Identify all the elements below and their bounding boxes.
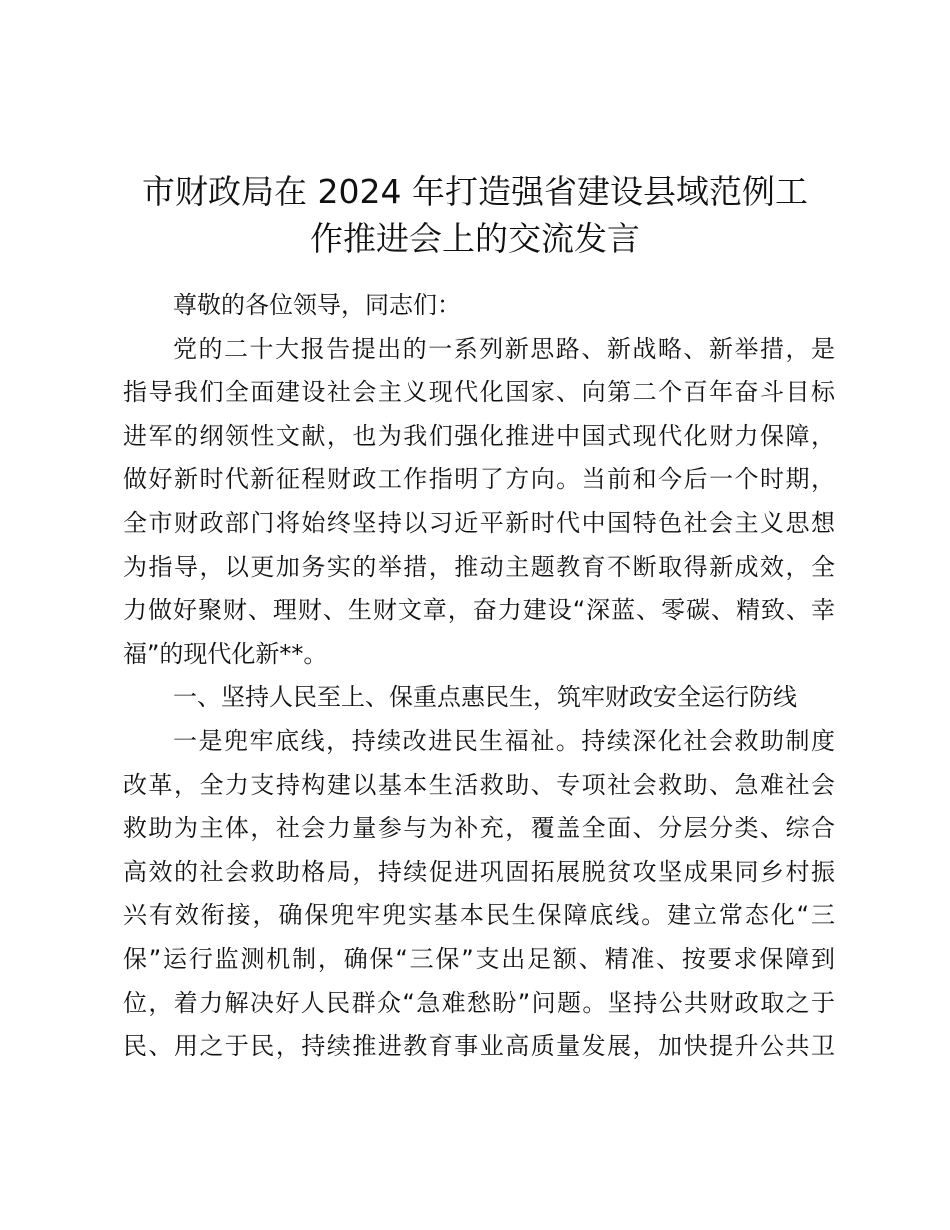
paragraph-line: 为指导，以更加务实的举措，推动主题教育不断取得新成效，全 bbox=[123, 552, 835, 581]
salutation: 尊敬的各位领导，同志们： bbox=[173, 291, 461, 319]
title-line-1: 市财政局在 2024 年打造强省建设县域范例工 bbox=[142, 172, 808, 211]
document-title bbox=[120, 168, 830, 262]
paragraph-line: 民、用之于民，持续推进教育事业高质量发展，加快提升公共卫 bbox=[123, 1032, 835, 1061]
title-line-2: 作推进会上的交流发言 bbox=[310, 219, 640, 258]
paragraph-line: 福”的现代化新**。 bbox=[123, 639, 328, 668]
paragraph-line: 指导我们全面建设社会主义现代化国家、向第二个百年奋斗目标 bbox=[123, 378, 835, 407]
paragraph-line: 救助为主体，社会力量参与为补充，覆盖全面、分层分类、综合 bbox=[123, 814, 835, 843]
paragraph-line: 力做好聚财、理财、生财文章，奋力建设“深蓝、零碳、精致、幸 bbox=[123, 596, 835, 625]
paragraph-line: 保”运行监测机制，确保“三保”支出足额、精准、按要求保障到 bbox=[123, 944, 835, 973]
paragraph-line: 做好新时代新征程财政工作指明了方向。当前和今后一个时期， bbox=[123, 465, 835, 494]
section-heading: 一、坚持人民至上、保重点惠民生，筑牢财政安全运行防线 bbox=[173, 683, 797, 712]
paragraph-line: 一是兜牢底线，持续改进民生福祉。持续深化社会救助制度 bbox=[173, 726, 835, 755]
paragraph-line: 改革，全力支持构建以基本生活救助、专项社会救助、急难社会 bbox=[123, 770, 835, 799]
paragraph-line: 全市财政部门将始终坚持以习近平新时代中国特色社会主义思想 bbox=[123, 508, 835, 537]
paragraph-line: 位，着力解决好人民群众“急难愁盼”问题。坚持公共财政取之于 bbox=[123, 988, 835, 1017]
paragraph-line: 高效的社会救助格局，持续促进巩固拓展脱贫攻坚成果同乡村振 bbox=[123, 857, 835, 886]
document-body bbox=[123, 284, 835, 1069]
paragraph-line: 党的二十大报告提出的一系列新思路、新战略、新举措，是 bbox=[173, 334, 835, 363]
paragraph-line: 兴有效衔接，确保兜牢兜实基本民生保障底线。建立常态化“三 bbox=[123, 901, 835, 930]
paragraph-line: 进军的纲领性文献，也为我们强化推进中国式现代化财力保障， bbox=[123, 421, 835, 450]
